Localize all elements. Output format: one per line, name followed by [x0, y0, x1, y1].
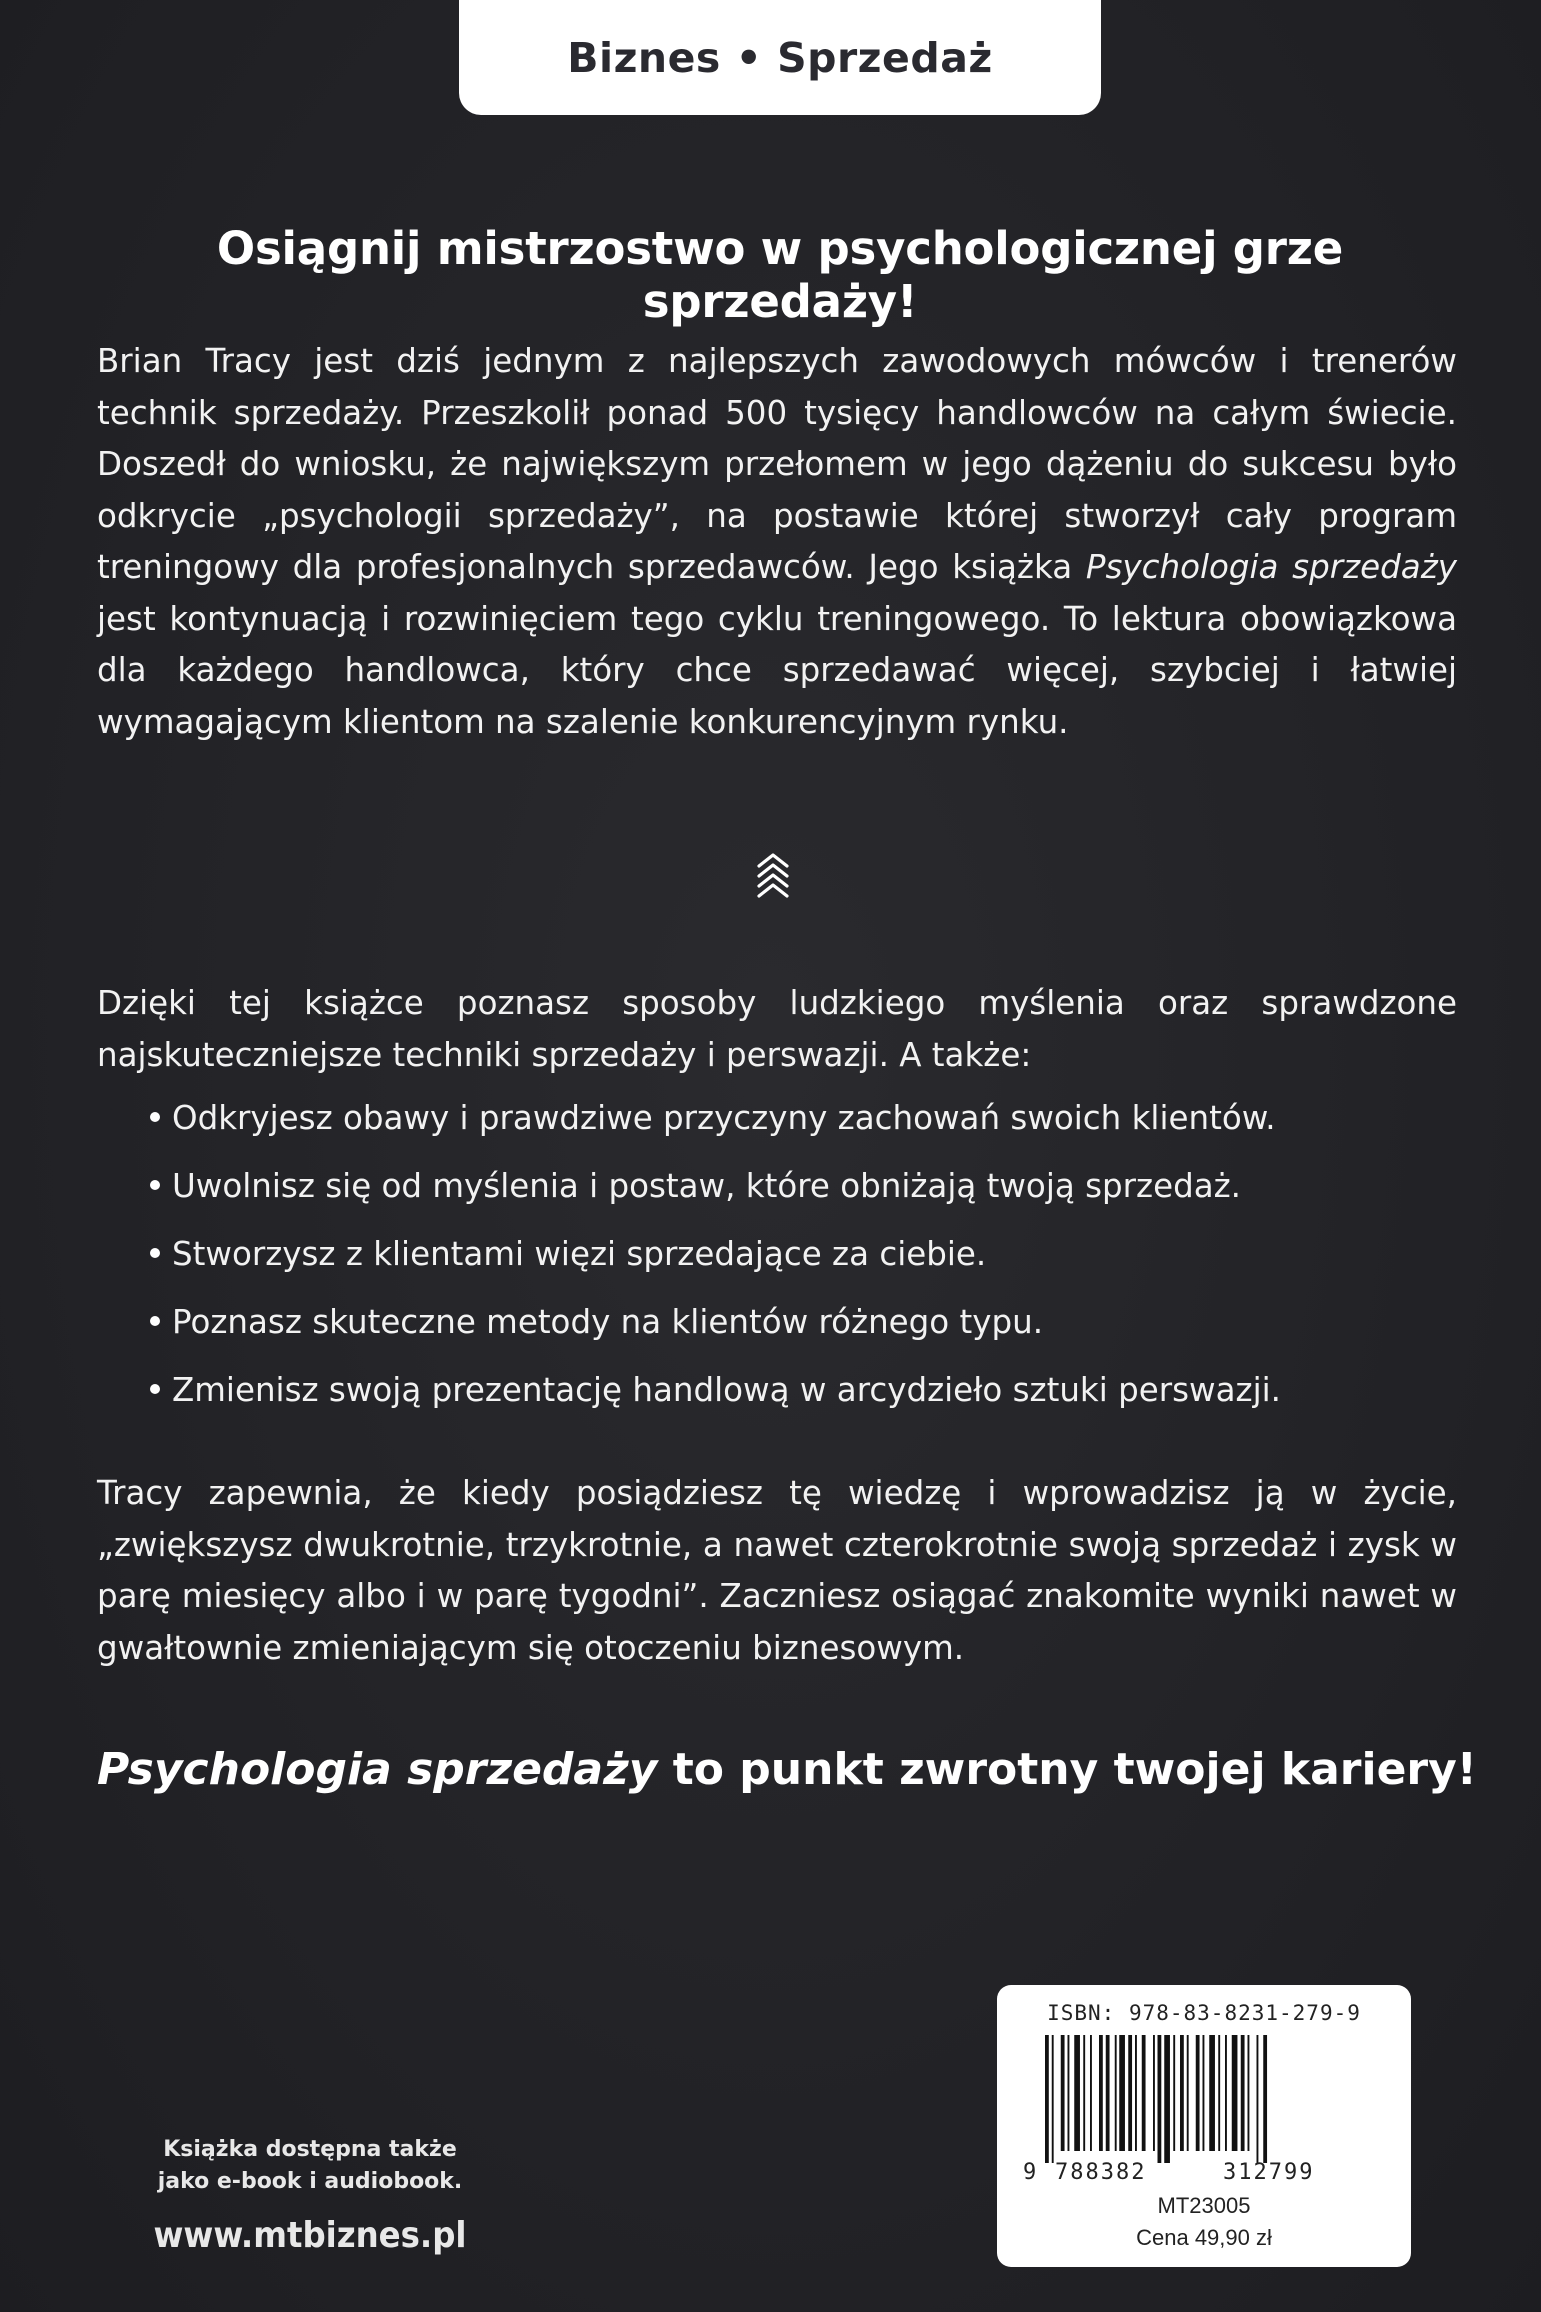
barcode-box	[997, 1985, 1411, 2267]
availability-note	[130, 2134, 490, 2198]
barcode-digits-left: 788382	[1055, 2160, 1147, 2185]
list-item-text: Uwolnisz się od myślenia i postaw, które obniżają twoją sprzedaż.	[172, 1167, 1242, 1205]
headline: Osiągnij mistrzostwo w psychologicznej grze sprzedaży!	[216, 222, 1344, 328]
category-tab	[459, 0, 1101, 115]
list-item	[150, 1167, 1450, 1235]
list-item	[150, 1303, 1450, 1371]
product-code: MT23005	[1157, 2193, 1251, 2218]
list-item-text: Stworzysz z klientami więzi sprzedające za ciebie.	[172, 1235, 987, 1273]
list-item-text: Odkryjesz obawy i prawdziwe przyczyny zachowań swoich klientów.	[172, 1099, 1276, 1137]
bullet-dot-icon	[150, 1316, 160, 1326]
intro-text-1: Brian Tracy jest dziś jednym z najlepszych zawodowych mówców i trenerów technik sprzedaży. Przeszkolił ponad 500 tysięcy handlowców na całym świecie. Doszedł do wniosku, że największym przełomem w jego dążeniu do sukcesu było odkrycie „psychologii sprzedaży”, na postawie której stworzył cały program treningowy dla profesjonalnych sprzedawców. Jego książka	[97, 342, 1457, 586]
benefits-intro-paragraph	[97, 978, 1457, 1081]
list-item-text: Poznasz skuteczne metody na klientów różnego typu.	[172, 1303, 1044, 1341]
closing-paragraph	[97, 1468, 1457, 1674]
price-label: Cena 49,90 zł	[1136, 2225, 1272, 2250]
benefits-intro-text: Dzięki tej książce poznasz sposoby ludzkiego myślenia oraz sprawdzone najskuteczniejsze techniki sprzedaży i perswazji. A także:	[97, 984, 1457, 1074]
availability-line-1: Książka dostępna także	[163, 2137, 457, 2162]
barcode-digit-first: 9	[1023, 2160, 1037, 2185]
bullet-dot-icon	[150, 1180, 160, 1190]
barcode-digits-right: 312799	[1223, 2160, 1315, 2185]
intro-text-2: jest kontynuacją i rozwinięciem tego cyklu treningowego. To lektura obowiązkowa dla każdego handlowca, który chce sprzedawać więcej, szybciej i łatwiej wymagającym klientom na szalenie konkurencyjnym rynku.	[97, 599, 1457, 741]
barcode-icon	[1017, 2035, 1391, 2185]
isbn-label: ISBN: 978-83-8231-279-9	[1047, 2001, 1361, 2025]
benefits-list	[150, 1099, 1450, 1439]
tagline	[97, 1744, 1477, 1795]
category-label: Biznes • Sprzedaż	[567, 33, 993, 82]
tagline-text: to punkt zwrotny twojej kariery!	[657, 1744, 1477, 1795]
bullet-dot-icon	[150, 1248, 160, 1258]
website-link[interactable]: www.mtbiznes.pl	[153, 2215, 467, 2256]
chevron-up-icon	[756, 852, 790, 898]
closing-text: Tracy zapewnia, że kiedy posiądziesz tę wiedzę i wprowadzisz ją w życie, „zwiększysz dwukrotnie, trzykrotnie, a nawet czterokrotnie swoją sprzedaż i zysk w parę miesięcy albo i w parę tygodni”. Zaczniesz osiągać znakomite wyniki nawet w gwałtownie zmieniającym się otoczeniu biznesowym.	[97, 1474, 1457, 1667]
bullet-dot-icon	[150, 1384, 160, 1394]
intro-book-title: Psychologia sprzedaży	[1085, 548, 1457, 586]
intro-paragraph	[97, 336, 1457, 748]
list-item	[150, 1099, 1450, 1167]
tagline-book-title: Psychologia sprzedaży	[97, 1744, 658, 1795]
bullet-dot-icon	[150, 1112, 160, 1122]
list-item-text: Zmienisz swoją prezentację handlową w arcydzieło sztuki perswazji.	[172, 1371, 1281, 1409]
list-item	[150, 1371, 1450, 1439]
list-item	[150, 1235, 1450, 1303]
availability-line-2: jako e-book i audiobook.	[157, 2169, 463, 2194]
